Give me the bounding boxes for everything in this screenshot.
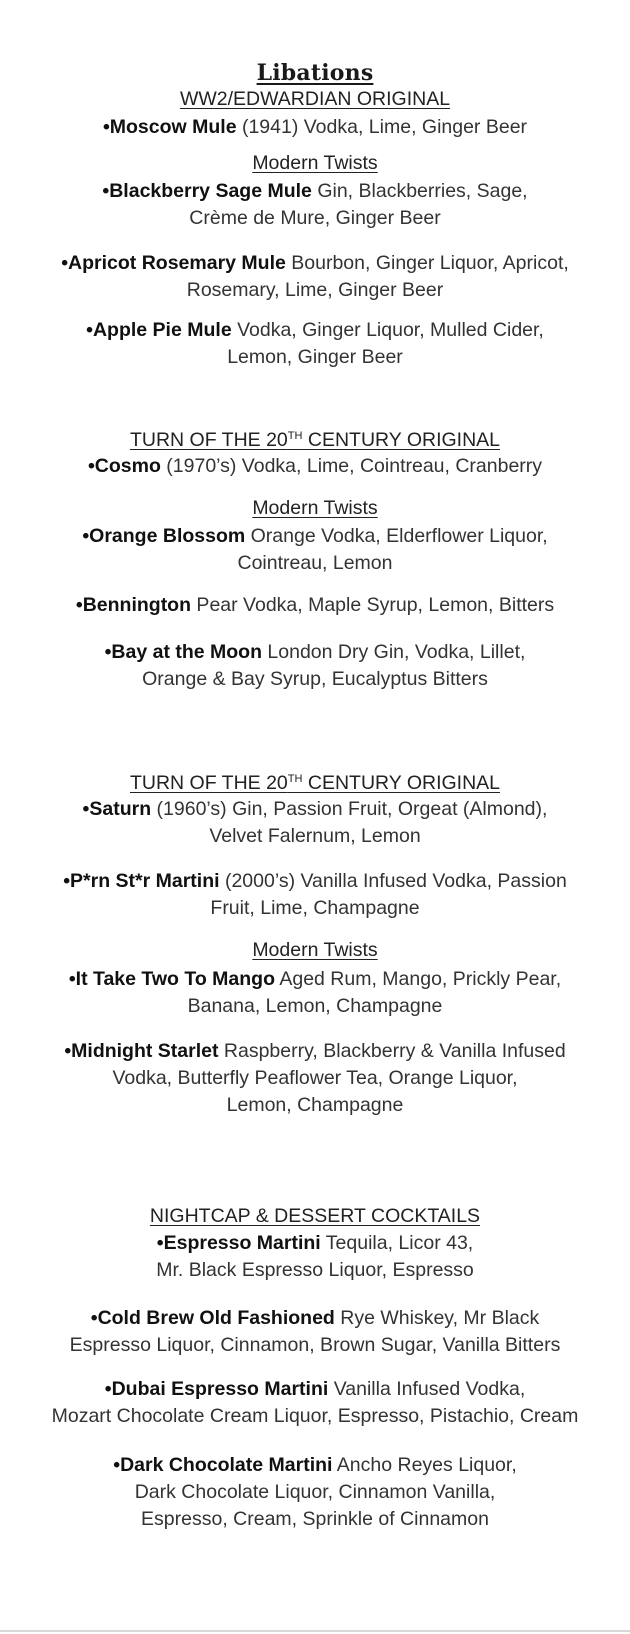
drink-espresso-martini: •Espresso Martini Tequila, Licor 43, Mr. Black Espresso Liquor, Espresso	[156, 1232, 474, 1281]
drink-name: P*rn St*r Martini	[70, 870, 220, 892]
drink-name: Midnight Starlet	[71, 1040, 219, 1062]
drink-it-take-two-to-mango: •It Take Two To Mango Aged Rum, Mango, Prickly Pear, Banana, Lemon, Champagne	[68, 968, 562, 1017]
drink-name: Blackberry Sage Mule	[109, 180, 312, 202]
drink-blackberry-sage-mule: •Blackberry Sage Mule Gin, Blackberries, Sage, Crème de Mure, Ginger Beer	[102, 180, 528, 229]
section-heading-ww2: WW2/EDWARDIAN ORIGINAL	[179, 88, 451, 110]
drink-saturn: •Saturn (1960’s) Gin, Passion Fruit, Orgeat (Almond), Velvet Falernum, Lemon	[82, 798, 548, 847]
drink-cold-brew-old-fashioned: •Cold Brew Old Fashioned Rye Whiskey, Mr Black Espresso Liquor, Cinnamon, Brown Sugar, Vanilla Bitters	[69, 1307, 561, 1356]
drink-name: Moscow Mule	[109, 116, 237, 138]
menu-title: Libations	[256, 60, 374, 86]
drink-midnight-starlet: •Midnight Starlet Raspberry, Blackberry & Vanilla Infused Vodka, Butterfly Peaflower Tea, Orange Liquor, Lemon, Champagne	[64, 1040, 566, 1116]
drink-name: Cosmo	[94, 455, 161, 477]
modern-twists-heading: Modern Twists	[252, 939, 378, 961]
drink-name: It Take Two To Mango	[75, 968, 275, 990]
drink-dark-chocolate-martini: •Dark Chocolate Martini Ancho Reyes Liquor, Dark Chocolate Liquor, Cinnamon Vanilla, Espresso, Cream, Sprinkle of Cinnamon	[113, 1454, 517, 1530]
drink-name: Dubai Espresso Martini	[111, 1378, 329, 1400]
section-heading-turn-of-century-2: TURN OF THE 20TH CENTURY ORIGINAL	[129, 772, 501, 794]
drink-name: Apple Pie Mule	[92, 319, 232, 341]
section-heading-turn-of-century-1: TURN OF THE 20TH CENTURY ORIGINAL	[129, 429, 501, 451]
page-bottom-divider	[0, 1630, 630, 1632]
drink-name: Bennington	[82, 594, 192, 616]
drink-cosmo: •Cosmo (1970’s) Vodka, Lime, Cointreau, Cranberry	[87, 455, 543, 477]
drink-prn-str-martini: •P*rn St*r Martini (2000’s) Vanilla Infused Vodka, Passion Fruit, Lime, Champagne	[63, 870, 567, 919]
modern-twists-heading: Modern Twists	[252, 497, 378, 519]
drink-name: Espresso Martini	[163, 1232, 321, 1254]
drink-bennington: •Bennington Pear Vodka, Maple Syrup, Lemon, Bitters	[75, 594, 555, 616]
drink-name: Apricot Rosemary Mule	[68, 252, 286, 274]
drink-name: Orange Blossom	[89, 525, 246, 547]
drink-apricot-rosemary-mule: •Apricot Rosemary Mule Bourbon, Ginger Liquor, Apricot, Rosemary, Lime, Ginger Beer	[61, 252, 569, 301]
section-heading-nightcap-dessert: NIGHTCAP & DESSERT COCKTAILS	[149, 1205, 481, 1227]
drink-orange-blossom: •Orange Blossom Orange Vodka, Elderflower Liquor, Cointreau, Lemon	[82, 525, 548, 574]
drink-dubai-espresso-martini: •Dubai Espresso Martini Vanilla Infused Vodka, Mozart Chocolate Cream Liquor, Espresso, Pistachio, Cream	[51, 1378, 579, 1427]
drink-name: Cold Brew Old Fashioned	[97, 1307, 335, 1329]
drink-name: Dark Chocolate Martini	[120, 1454, 333, 1476]
drink-bay-at-the-moon: •Bay at the Moon London Dry Gin, Vodka, Lillet, Orange & Bay Syrup, Eucalyptus Bitters	[104, 641, 526, 690]
drink-apple-pie-mule: •Apple Pie Mule Vodka, Ginger Liquor, Mulled Cider, Lemon, Ginger Beer	[86, 319, 544, 368]
drink-moscow-mule: •Moscow Mule (1941) Vodka, Lime, Ginger Beer	[102, 116, 528, 138]
drink-name: Saturn	[89, 798, 152, 820]
modern-twists-heading: Modern Twists	[252, 152, 378, 174]
drink-name: Bay at the Moon	[111, 641, 262, 663]
